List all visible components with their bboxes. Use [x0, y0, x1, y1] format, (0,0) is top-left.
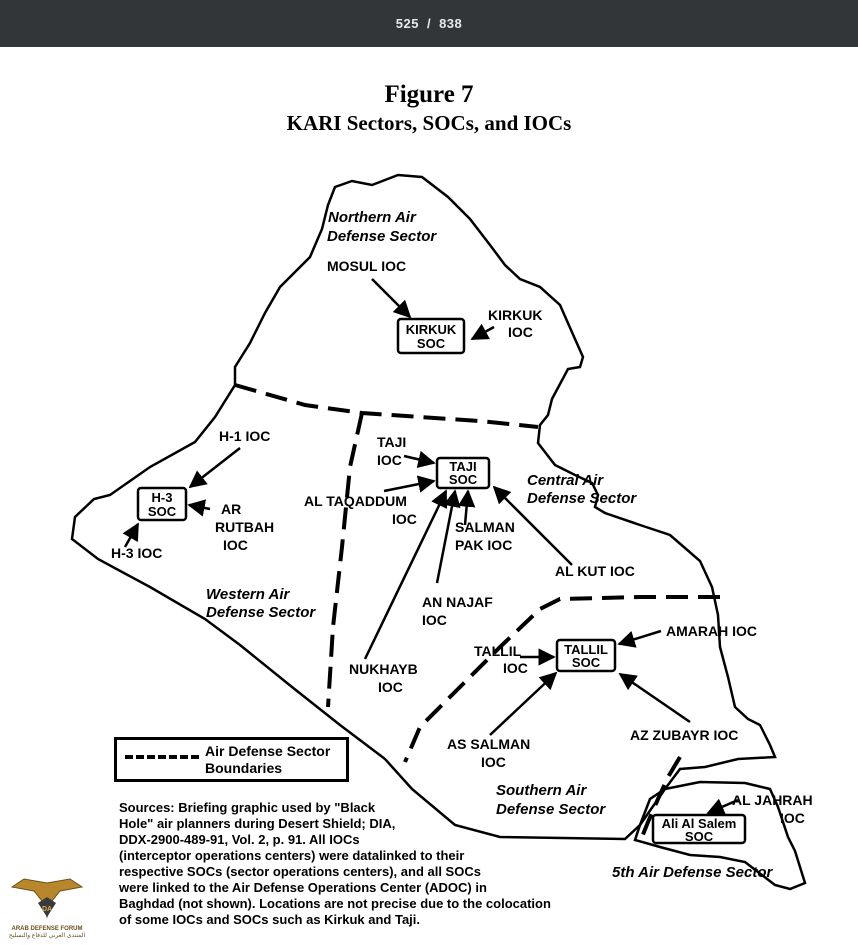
al-taqaddum-ioc-label-1: AL TAQADDUM [304, 493, 407, 509]
fifth-sector-label: 5th Air Defense Sector [612, 864, 773, 881]
legend-dash-symbol [125, 755, 199, 759]
an-najaf-ioc-label-1: AN NAJAF [422, 594, 493, 610]
nukhayb-ioc-label-2: IOC [378, 679, 403, 695]
al-jahrah-ioc-label-2: IOC [780, 810, 805, 826]
kirkuk-soc-label-2: SOC [416, 336, 446, 351]
western-sector-label-2: Defense Sector [206, 604, 316, 621]
as-salman-ioc-label-1: AS SALMAN [447, 736, 531, 752]
ali-al-salem-soc-label-1: Ali Al Salem [661, 816, 737, 831]
tallil-soc [557, 640, 615, 671]
sources-line-3: DDX-2900-489-91, Vol. 2, p. 91. All IOCs [119, 832, 360, 847]
southern-sector-label-1: Southern Air [496, 782, 587, 799]
taji-soc-label-1: TAJI [449, 459, 477, 474]
tallil-soc-label-2: SOC [571, 655, 601, 670]
al-jahrah-ioc-label-1: AL JAHRAH [732, 792, 813, 808]
sources-line-5: respective SOCs (sector operations centers), and all SOCs [119, 864, 481, 879]
watermark-caption-2: المنتدى العربي للدفاع والتسليح [8, 933, 86, 939]
northern-sector-label-1: Northern Air [328, 209, 416, 226]
h3-ioc-label: H-3 IOC [111, 545, 163, 561]
ar-rutbah-ioc-label-3: IOC [223, 537, 248, 553]
kirkuk-ioc-label-2: IOC [508, 324, 533, 340]
al-kut-ioc-label: AL KUT IOC [555, 563, 635, 579]
sources-line-1: Sources: Briefing graphic used by "Black [119, 800, 376, 815]
taji-ioc-label-1: TAJI [377, 434, 407, 450]
sources-line-2: Hole" air planners during Desert Shield; DIA, [119, 816, 396, 831]
taji-soc [437, 458, 489, 488]
kirkuk-soc-label-1: KIRKUK [405, 322, 457, 337]
eagle-emblem-icon [4, 877, 90, 921]
sources-line-4: (interceptor operations centers) were datalinked to their [119, 848, 465, 863]
ali-al-salem-soc-label-2: SOC [684, 829, 714, 844]
kirkuk-soc [398, 319, 464, 353]
legend-label-1: Air Defense Sector [205, 743, 331, 759]
southern-sector-label-2: Defense Sector [496, 801, 606, 818]
kirkuk-ioc-label-1: KIRKUK [488, 307, 543, 323]
watermark-caption-1: ARAB DEFENSE FORUM [11, 926, 83, 932]
h3-soc [138, 488, 186, 520]
legend-label-2: Boundaries [205, 760, 283, 776]
salman-pak-ioc-label-2: PAK IOC [455, 537, 513, 553]
nukhayb-ioc-label-1: NUKHAYB [349, 661, 418, 677]
tallil-ioc-label-2: IOC [503, 660, 528, 676]
western-sector-label-1: Western Air [206, 586, 290, 603]
h3-soc-label-1: H-3 [151, 490, 173, 505]
current-page-number[interactable]: 525 [395, 16, 419, 31]
amarah-ioc-label: AMARAH IOC [666, 623, 757, 639]
svg-text:DA: DA [41, 906, 53, 913]
salman-pak-ioc-label-1: SALMAN [455, 519, 515, 535]
document-page [0, 47, 858, 945]
tallil-ioc-label-1: TALLIL [474, 643, 522, 659]
central-sector-label-2: Defense Sector [527, 490, 637, 507]
as-salman-ioc-label-2: IOC [481, 754, 506, 770]
h3-soc-label-2: SOC [147, 504, 177, 519]
sources-line-7: Baghdad (not shown). Locations are not precise due to the colocation [119, 896, 551, 911]
mosul-ioc-label: MOSUL IOC [327, 258, 407, 274]
figure-title: Figure 7 [384, 81, 474, 108]
northern-sector-label-2: Defense Sector [327, 228, 437, 245]
total-pages: 838 [439, 16, 463, 31]
sources-note [119, 800, 589, 928]
ar-rutbah-ioc-label-2: RUTBAH [215, 519, 275, 535]
pdf-viewer-toolbar [0, 0, 858, 47]
sources-line-8: of some IOCs and SOCs such as Kirkuk and Taji. [119, 912, 421, 927]
az-zubayr-ioc-label: AZ ZUBAYR IOC [630, 727, 739, 743]
taji-soc-label-2: SOC [448, 472, 478, 487]
watermark-logo [4, 877, 90, 943]
central-sector-label-1: Central Air [527, 472, 604, 489]
sources-line-6: were linked to the Air Defense Operations Center (ADOC) in [119, 880, 487, 895]
ar-rutbah-ioc-label-1: AR [221, 501, 242, 517]
map-legend [114, 737, 349, 782]
an-najaf-ioc-label-2: IOC [422, 612, 447, 628]
figure-subtitle: KARI Sectors, SOCs, and IOCs [286, 111, 572, 135]
al-taqaddum-ioc-label-2: IOC [392, 511, 417, 527]
ali-al-salem-soc [653, 815, 745, 844]
h1-ioc-label: H-1 IOC [219, 428, 271, 444]
tallil-soc-label-1: TALLIL [564, 642, 608, 657]
taji-ioc-label-2: IOC [377, 452, 402, 468]
page-separator: / [426, 16, 432, 31]
